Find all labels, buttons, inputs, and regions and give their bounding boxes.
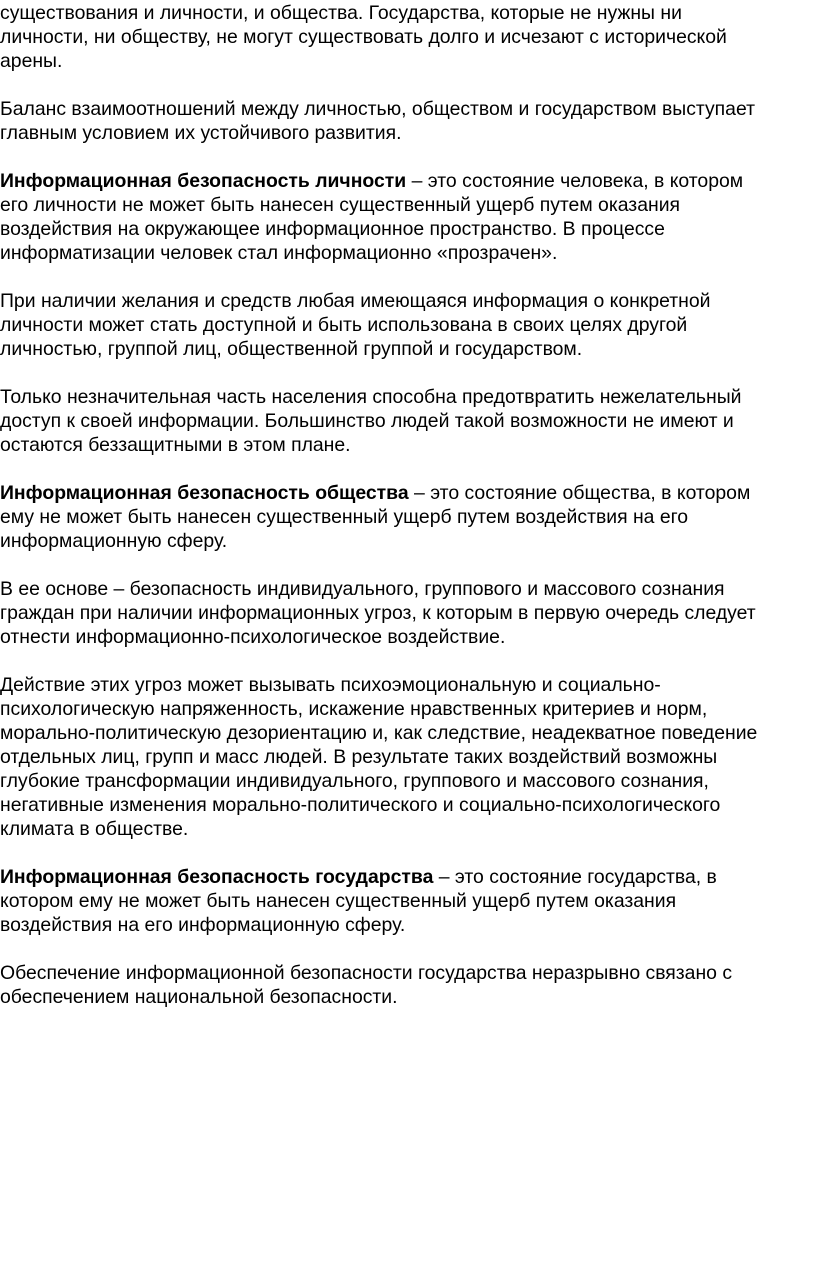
text-line: котором ему не может быть нанесен существенный ущерб путем оказания <box>0 890 677 912</box>
bold-term: Информационная безопасность государства <box>0 866 434 888</box>
text-line: доступ к своей информации. Большинство людей такой возможности не имеют и <box>0 410 734 432</box>
text-line: При наличии желания и средств любая имеющаяся информация о конкретной <box>0 290 711 312</box>
text-line: психологическую напряженность, искажение нравственных критериев и норм, <box>0 698 708 720</box>
paragraph-spacer <box>0 265 812 289</box>
paragraph-spacer <box>0 937 812 961</box>
paragraph-consciousness-security <box>0 577 812 649</box>
paragraph-spacer <box>0 145 812 169</box>
paragraph-spacer <box>0 841 812 865</box>
bold-term: Информационная безопасность личности <box>0 170 407 192</box>
text-line: Только незначительная часть населения способна предотвратить нежелательный <box>0 386 742 408</box>
text-line: существования и личности, и общества. Государства, которые не нужны ни <box>0 2 682 24</box>
text-line: глубокие трансформации индивидуального, группового и массового сознания, <box>0 770 709 792</box>
paragraph-spacer <box>0 361 812 385</box>
paragraph-information-access <box>0 289 812 361</box>
text-line <box>0 865 812 889</box>
text-line: отдельных лиц, групп и масс людей. В результате таких воздействий возможны <box>0 746 718 768</box>
definition-start: – это состояние общества, в котором <box>408 482 751 504</box>
text-line <box>0 481 812 505</box>
text-line: личности может стать доступной и быть использована в своих целях другой <box>0 314 688 336</box>
paragraph-spacer <box>0 73 812 97</box>
paragraph-spacer <box>0 457 812 481</box>
text-line: отнести информационно-психологическое воздействие. <box>0 626 506 648</box>
text-line: В ее основе – безопасность индивидуального, группового и массового сознания <box>0 578 725 600</box>
paragraph-population-protection <box>0 385 812 457</box>
bold-term: Информационная безопасность общества <box>0 482 409 504</box>
text-line: воздействия на его информационную сферу. <box>0 914 406 936</box>
text-line <box>0 169 812 193</box>
text-line: климата в обществе. <box>0 818 189 840</box>
paragraph-continuation <box>0 1 812 73</box>
paragraph-national-security <box>0 961 812 1009</box>
text-line: главным условием их устойчивого развития. <box>0 122 402 144</box>
text-line: личностью, группой лиц, общественной группой и государством. <box>0 338 583 360</box>
text-line: негативные изменения морально-политического и социально-психологического <box>0 794 721 816</box>
text-line: Обеспечение информационной безопасности государства неразрывно связано с <box>0 962 733 984</box>
text-line: обеспечением национальной безопасности. <box>0 986 398 1008</box>
text-line: личности, ни обществу, не могут существовать долго и исчезают с исторической <box>0 26 727 48</box>
paragraph-personal-security-definition <box>0 169 812 265</box>
text-line: морально-политическую дезориентацию и, как следствие, неадекватное поведение <box>0 722 758 744</box>
paragraph-balance <box>0 97 812 145</box>
text-line: ему не может быть нанесен существенный ущерб путем воздействия на его <box>0 506 689 528</box>
paragraph-spacer <box>0 553 812 577</box>
definition-start: – это состояние человека, в котором <box>406 170 744 192</box>
paragraph-threat-effects <box>0 673 812 841</box>
text-line: Действие этих угроз может вызывать психоэмоциональную и социально- <box>0 674 661 696</box>
text-line: воздействия на окружающее информационное пространство. В процессе <box>0 218 665 240</box>
text-line: Баланс взаимоотношений между личностью, обществом и государством выступает <box>0 98 755 120</box>
paragraph-society-security-definition <box>0 481 812 553</box>
text-line: информатизации человек стал информационно «прозрачен». <box>0 242 558 264</box>
definition-start: – это состояние государства, в <box>433 866 717 888</box>
text-line: остаются беззащитными в этом плане. <box>0 434 351 456</box>
text-line: его личности не может быть нанесен существенный ущерб путем оказания <box>0 194 681 216</box>
text-line: информационную сферу. <box>0 530 228 552</box>
paragraph-state-security-definition <box>0 865 812 937</box>
text-line: граждан при наличии информационных угроз, к которым в первую очередь следует <box>0 602 756 624</box>
paragraph-spacer <box>0 649 812 673</box>
text-line: арены. <box>0 50 63 72</box>
